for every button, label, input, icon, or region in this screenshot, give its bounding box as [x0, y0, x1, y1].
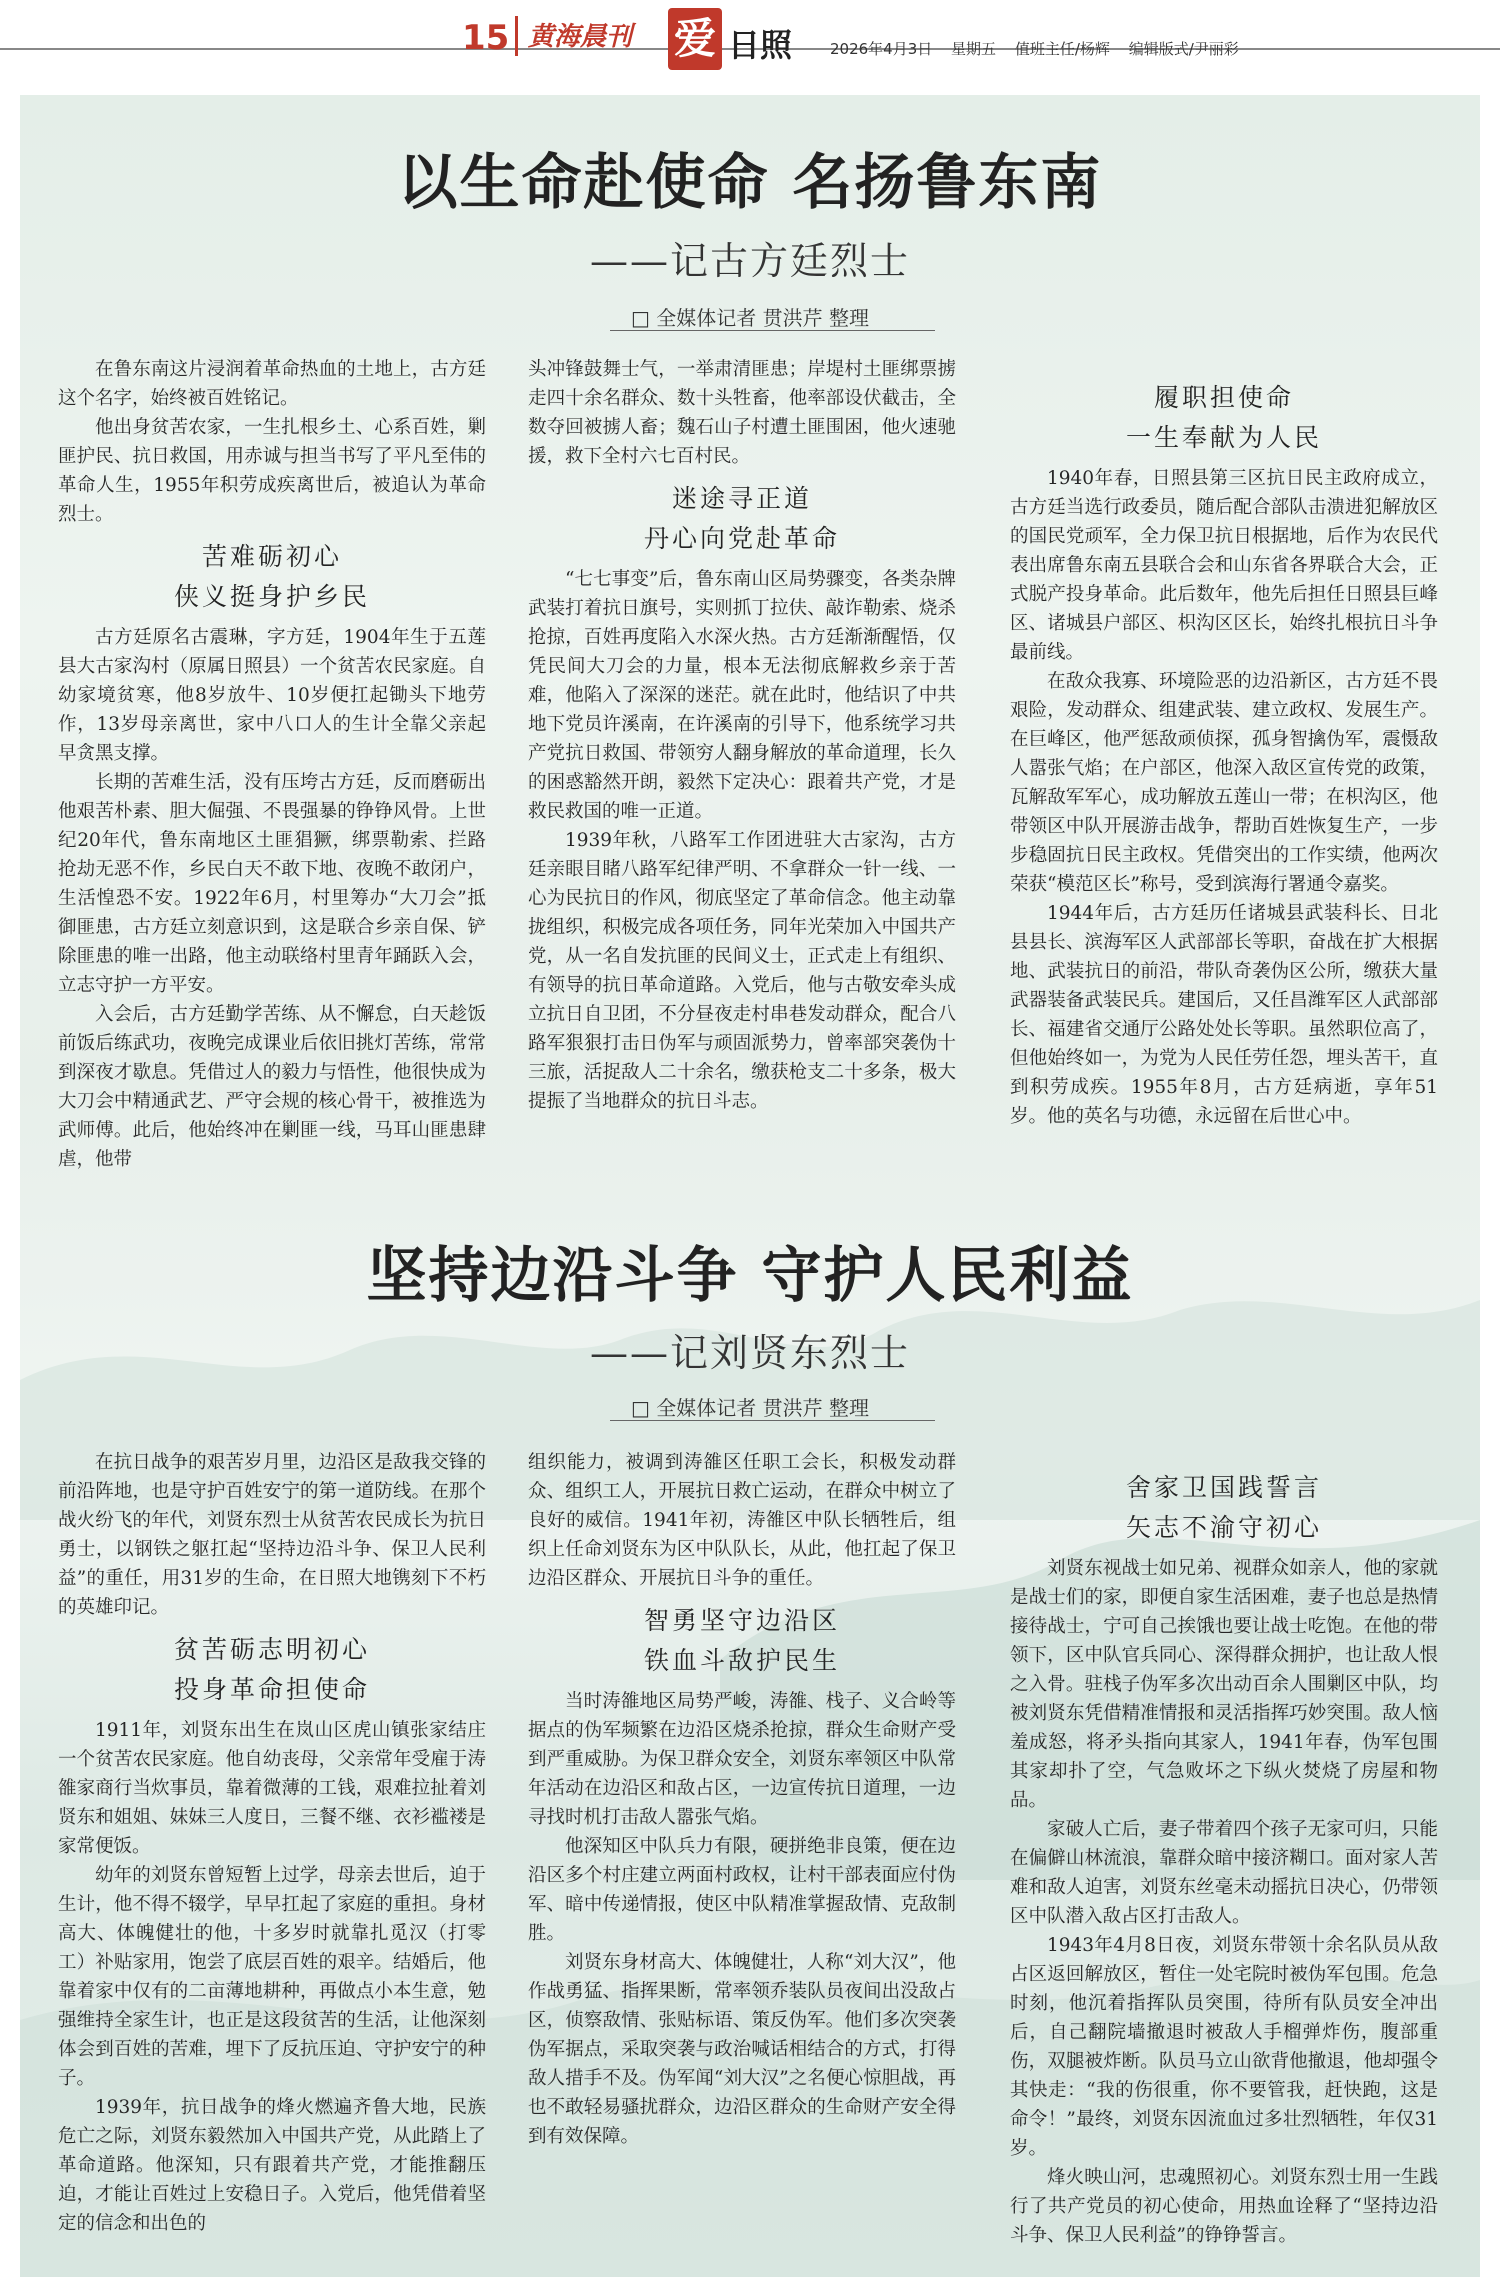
paragraph: 当时涛雒地区局势严峻，涛雒、栈子、义合岭等据点的伪军频繁在边沿区烧杀抢掠，群众生命财产受到严重威胁。为保卫群众安全，刘贤东率领区中队常年活动在边沿区和敌占区，一边宣传抗日道理，一边寻找时机打击敌人嚣张气焰。 — [528, 1691, 956, 1828]
article1-subtitle: ——记古方廷烈士 — [589, 239, 910, 283]
paragraph: 组织能力，被调到涛雒区任职工会长，积极发动群众、组织工人，开展抗日救亡运动，在群众中树立了良好的威信。1941年初，涛雒区中队长牺牲后，组织上任命刘贤东为区中队队长，从此，他扛起了保卫边沿区群众、开展抗日斗争的重任。 — [528, 1452, 956, 1589]
subhead-line-1: 贫苦砺志明初心 — [173, 1635, 370, 1664]
article1-byline: □ 全媒体记者 贯洪芹 整理 — [631, 306, 869, 330]
paragraph: 1939年秋，八路军工作团进驻大古家沟，古方廷亲眼目睹八路军纪律严明、不拿群众一针一线、一心为民抗日的作风，彻底坚定了革命信念。他主动靠拢组织，积极完成各项任务，同年光荣加入中国共产党，从一名自发抗匪的民间义士，正式走上有组织、有领导的抗日革命道路。入党后，他与古敬安牵头成立抗日自卫团，不分昼夜走村串巷发动群众，配合八路军狠狠打击日伪军与顽固派势力，曾率部突袭伪十三旅，活捉敌人二十余名，缴获枪支二十多条，极大提振了当地群众的抗日斗志。 — [528, 830, 956, 1112]
paragraph: 长期的苦难生活，没有压垮古方廷，反而磨砺出他艰苦朴素、胆大倔强、不畏强暴的铮铮风骨。上世纪20年代，鲁东南地区土匪猖獗，绑票勒索、拦路抢劫无恶不作，乡民白天不敢下地、夜晚不敢闭户，生活惶恐不安。1922年6月，村里筹办“大刀会”抵御匪患，古方廷立刻意识到，这是联合乡亲自保、铲除匪患的唯一出路，他主动联络村里青年踊跃入会，立志守护一方平安。 — [58, 772, 486, 996]
paragraph: 1911年，刘贤东出生在岚山区虎山镇张家结庄一个贫苦农民家庭。他自幼丧母，父亲常年受雇于涛雒家商行当炊事员，靠着微薄的工钱，艰难拉扯着刘贤东和姐姐、妹妹三人度日，三餐不继、衣衫褴褛是家常便饭。 — [58, 1720, 486, 1857]
section-name: 日照 — [728, 26, 793, 64]
article2-column-3 — [1010, 1460, 1438, 2250]
paragraph: 他深知区中队兵力有限，硬拼绝非良策，便在边沿区多个村庄建立两面村政权，让村干部表面应付伪军、暗中传递情报，使区中队精准掌握敌情、克敌制胜。 — [528, 1836, 956, 1944]
article2-column-2 — [528, 1448, 956, 2151]
subhead-line-1: 苦难砺初心 — [201, 542, 342, 571]
paragraph: 刘贤东视战士如兄弟、视群众如亲人，他的家就是战士们的家，即便自家生活困难，妻子也总是热情接待战士，宁可自己挨饿也要让战士吃饱。在他的带领下，区中队官兵同心、深得群众拥护，也让敌人恨之入骨。驻栈子伪军多次出动百余人围剿区中队，均被刘贤东凭借精准情报和灵活指挥巧妙突围。敌人恼羞成怒，将矛头指向其家人，1941年春，伪军包围其家却扑了空，气急败坏之下纵火焚烧了房屋和物品。 — [1010, 1558, 1438, 1811]
masthead — [0, 0, 1500, 90]
issue-weekday: 星期五 — [951, 40, 997, 58]
paragraph: 1940年春，日照县第三区抗日民主政府成立，古方廷当选行政委员，随后配合部队击溃进犯解放区的国民党顽军，全力保卫抗日根据地，后作为农民代表出席鲁东南五县联合会和山东省各界联合大会，正式脱产投身革命。此后数年，他先后担任日照县巨峰区、诸城县户部区、枳沟区区长，始终扎根抗日斗争最前线。 — [1010, 468, 1438, 663]
subhead-line-2: 侠义挺身护乡民 — [173, 582, 370, 611]
article1-col1-intro-2: 他出身贫苦农家，一生扎根乡土、心系百姓，剿匪护民、抗日救国，用赤诚与担当书写了平凡至伟的革命人生，1955年积劳成疾离世后，被追认为革命烈士。 — [58, 417, 486, 525]
page-number: 15 — [462, 18, 510, 58]
subhead-line-1: 迷途寻正道 — [671, 484, 812, 513]
issue-date: 2026年4月3日 — [830, 40, 933, 58]
article2-title: 坚持边沿斗争 守护人民利益 — [366, 1241, 1134, 1311]
article1-column-1 — [58, 355, 486, 1174]
subhead-line-2: 一生奉献为人民 — [1125, 423, 1322, 452]
duty-editor: 值班主任/杨辉 — [1014, 40, 1110, 58]
article2-col1-subhead — [58, 1630, 486, 1710]
section-badge: 爱 — [668, 8, 722, 70]
paragraph: 1943年4月8日夜，刘贤东带领十余名队员从敌占区返回解放区，暂住一处宅院时被伪军包围。危急时刻，他沉着指挥队员突围，待所有队员安全冲出后，自己翻院墙撤退时被敌人手榴弹炸伤，腹部重伤，双腿被炸断。队员马立山欲背他撤退，他却强令其快走：“我的伤很重，你不要管我，赶快跑，这是命令！”最终，刘贤东因流血过多壮烈牺牲，年仅31岁。 — [1010, 1935, 1438, 2159]
subhead-line-2: 矢志不渝守初心 — [1125, 1513, 1322, 1542]
article2-col2-subhead — [528, 1601, 956, 1681]
paragraph: “七七事变”后，鲁东南山区局势骤变，各类杂牌武装打着抗日旗号，实则抓丁拉伕、敲诈勒索、烧杀抢掠，百姓再度陷入水深火热。古方廷渐渐醒悟，仅凭民间大刀会的力量，根本无法彻底解救乡亲于苦难，他陷入了深深的迷茫。就在此时，他结识了中共地下党员许溪南，在许溪南的引导下，他系统学习共产党抗日救国、带领穷人翻身解放的革命道理，长久的困惑豁然开朗，毅然下定决心：跟着共产党，才是救民救国的唯一正道。 — [528, 569, 956, 822]
masthead-divider — [515, 16, 518, 56]
subhead-line-2: 铁血斗敌护民生 — [643, 1646, 840, 1675]
layout-editor: 编辑版式/尹丽彩 — [1128, 40, 1239, 58]
article2-byline: □ 全媒体记者 贯洪芹 整理 — [631, 1396, 869, 1420]
article2-column-1 — [58, 1448, 486, 2238]
subhead-line-1: 智勇坚守边沿区 — [643, 1606, 840, 1635]
article1-byline-rule — [610, 330, 935, 331]
paragraph: 家破人亡后，妻子带着四个孩子无家可归，只能在偏僻山林流浪，靠群众暗中接济糊口。面对家人苦难和敌人迫害，刘贤东丝毫未动摇抗日决心，仍带领区中队潜入敌占区打击敌人。 — [1010, 1819, 1438, 1927]
paragraph: 在敌众我寡、环境险恶的边沿新区，古方廷不畏艰险，发动群众、组建武装、建立政权、发展生产。在巨峰区，他严惩敌顽侦探，孤身智擒伪军，震慑敌人嚣张气焰；在户部区，他深入敌区宣传党的政策，瓦解敌军军心，成功解放五莲山一带；在枳沟区，他带领区中队开展游击战争，帮助百姓恢复生产，一步步稳固抗日民主政权。凭借突出的工作实绩，他两次荣获“模范区长”称号，受到滨海行署通令嘉奖。 — [1010, 671, 1438, 895]
article2-col3-subhead — [1010, 1468, 1438, 1548]
subhead-line-2: 丹心向党赴革命 — [643, 524, 840, 553]
paragraph: 1939年，抗日战争的烽火燃遍齐鲁大地，民族危亡之际，刘贤东毅然加入中国共产党，从此踏上了革命道路。他深知，只有跟着共产党，才能推翻压迫，才能让百姓过上安稳日子。入党后，他凭借着坚定的信念和出色的 — [58, 2097, 486, 2234]
article1-col2-subhead — [528, 479, 956, 559]
subhead-line-1: 舍家卫国践誓言 — [1125, 1473, 1322, 1502]
paragraph: 刘贤东身材高大、体魄健壮，人称“刘大汉”，他作战勇猛、指挥果断，常率领乔装队员夜间出没敌占区，侦察敌情、张贴标语、策反伪军。他们多次突袭伪军据点，采取突袭与政治喊话相结合的方式，打得敌人措手不及。伪军闻“刘大汉”之名便心惊胆战，再也不敢轻易骚扰群众，边沿区群众的生命财产安全得到有效保障。 — [528, 1952, 956, 2147]
paper-name: 黄海晨刊 — [528, 22, 633, 52]
subhead-line-1: 履职担使命 — [1153, 383, 1294, 412]
paragraph: 幼年的刘贤东曾短暂上过学，母亲去世后，迫于生计，他不得不辍学，早早扛起了家庭的重担。身材高大、体魄健壮的他，十多岁时就靠扎觅汉（打零工）补贴家用，饱尝了底层百姓的艰辛。结婚后，他靠着家中仅有的二亩薄地耕种，再做点小本生意，勉强维持全家生计，也正是这段贫苦的生活，让他深刻体会到百姓的苦难，埋下了反抗压迫、守护安宁的种子。 — [58, 1865, 486, 2089]
article1-col1-subhead — [58, 537, 486, 617]
paragraph: 1944年后，古方廷历任诸城县武装科长、日北县县长、滨海军区人武部部长等职，奋战在扩大根据地、武装抗日的前沿，带队奇袭伪区公所，缴获大量武器装备武装民兵。建国后，又任昌潍军区人武部部长、福建省交通厅公路处处长等职。虽然职位高了，但他始终如一，为党为人民任劳任怨，埋头苦干，直到积劳成疾。1955年8月，古方廷病逝，享年51岁。他的英名与功德，永远留在后世心中。 — [1010, 903, 1438, 1127]
subhead-line-2: 投身革命担使命 — [173, 1675, 370, 1704]
article1-column-3 — [1010, 370, 1438, 1131]
article1-title: 以生命赴使命 名扬鲁东南 — [397, 148, 1103, 218]
paragraph: 古方廷原名古震琳，字方廷，1904年生于五莲县大古家沟村（原属日照县）一个贫苦农民家庭。自幼家境贫寒，他8岁放牛、10岁便扛起锄头下地劳作，13岁母亲离世，家中八口人的生计全靠父亲起早贪黑支撑。 — [58, 627, 486, 764]
issue-meta — [830, 38, 1253, 59]
article1-col3-subhead — [1010, 378, 1438, 458]
article2-col1-intro: 在抗日战争的艰苦岁月里，边沿区是敌我交锋的前沿阵地，也是守护百姓安宁的第一道防线。在那个战火纷飞的年代，刘贤东烈士从贫苦农民成长为抗日勇士，以钢铁之躯扛起“坚持边沿斗争、保卫人民利益”的重任，用31岁的生命，在日照大地镌刻下不朽的英雄印记。 — [58, 1452, 486, 1618]
article1-column-2 — [528, 355, 956, 1116]
paragraph: 入会后，古方廷勤学苦练、从不懈怠，白天趁饭前饭后练武功，夜晚完成课业后依旧挑灯苦练，常常到深夜才歇息。凭借过人的毅力与悟性，他很快成为大刀会中精通武艺、严守会规的核心骨干，被推选为武师傅。此后，他始终冲在剿匪一线，马耳山匪患肆虐，他带 — [58, 1004, 486, 1170]
paragraph: 烽火映山河，忠魂照初心。刘贤东烈士用一生践行了共产党员的初心使命，用热血诠释了“坚持边沿斗争、保卫人民利益”的铮铮誓言。 — [1010, 2167, 1438, 2246]
article1-col1-intro-1: 在鲁东南这片浸润着革命热血的土地上，古方廷这个名字，始终被百姓铭记。 — [58, 359, 486, 409]
article2-subtitle: ——记刘贤东烈士 — [589, 1331, 910, 1375]
article2-byline-rule — [610, 1420, 935, 1421]
paragraph: 头冲锋鼓舞士气，一举肃清匪患；岸堤村土匪绑票掳走四十余名群众、数十头牲畜，他率部设伏截击，全数夺回被掳人畜；魏石山子村遭土匪围困，他火速驰援，救下全村六七百村民。 — [528, 359, 956, 467]
